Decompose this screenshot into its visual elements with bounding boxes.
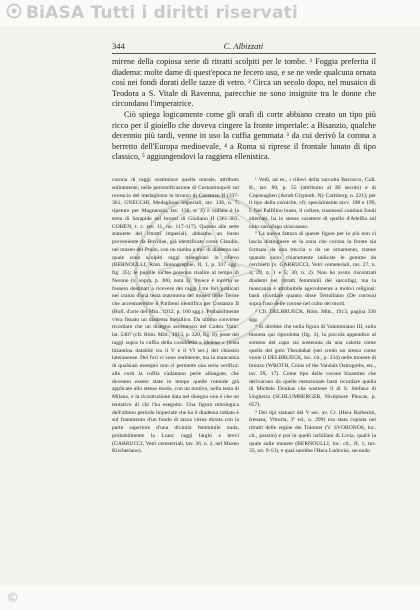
main-text	[112, 57, 376, 163]
left-column-text: corona di raggi sostituisce quella murale, attributo solitamente, nelle personificazione di Costantinopoli sul rovescio del medaglione in bronzo di Costanzo II (337-361, GNECCHI, Medaglioni imperiali, tav. 136, n. 7; ripetuto per Magnenzio, tav. 138, n. 4) e radiata è la testa di Serapide sui bronzi di Giuliano II (361-363, COHEN, t. c. tav. 11, nn. 117-117). Quanto alle sette statuette dei ritratti imperiali, abbiamo un busto proveniente da Bovillae, già identificato come Claudio, nel museo del Prado, con un nimbo a mo' di diadema sul quale sono scolpiti raggi triangolari in rilievo (BERNOULLI, Röm. Ikonographie, II, 1, p. 337 sgg., fig. 35); le pupille incise possono risalire al tempo di Nerone (v. sopra, p. 300, nota 3). Invece è incerto se fossero destinati a ricevere dei raggi i tre fori praticati nel cranio d'una testa marmorea del museo delle Terme che accentuerebbe il Paribeni identifica per Costanzo II (Boll. d'arte del Min., 1912, p. 166 sgg.). Probabilmente v'era fissato un diadema metallico. Da ultimo conviene ricordare che un disegno secentesco del Codex Vatic. lat. 5407 (cfr. Röm. Mitt., 1913, p. 320, fig. 6), pone dei raggi sopra la cuffia della cosiddetta « Helena » (testa bizantina databile tra il V e il VI sec.) del chiostro lateranense. Dei fori vi sono realmente, ma la mancanza di qualsiasi esempio non ci permette una seria verifica: alle corti la cuffia s'adattano perle allungate, che doveano essere state in tempo quelle rotonde già applicate allo stesso modo, con un motivo, nella testa di Milano, e la ricostruzione data nel disegno non è che un tentativo di chi l'ha eseguito. Una figura mitologica dell'ultimo periodo imperiale che ha il diadema radiato è sul frammento d'un fondo di tazza vitrea dorata con la parte superiore d'una divinità femminile nuda, probabilmente la Luna: raggi larghi e brevi (GARRUCCI, Vetri cemeteriali, tav. 36, n. 2, nel Museo Kircheriano).	[112, 177, 239, 455]
footnote-4: ⁴ Si direbbe che nella figura di Valentiniano III, sulla moneta qui riprodotta (fig. 3), la piccola appendice al sommo del capo sia sostenuta da una calotta come quella del goto Theodahat (nei credo un stesso come vuole il DELBRUECK, loc. cit., p. 334) nelle monete di bronzo (WROTH, Coins of the Vandals Ostrogoths, etc., tav. IX, 17). Come tipo delle corone bizantine che derivarono da quelle menzionate basti ricordare quella di Michele Doukas che sostiene il di S. Stefano di Ungheria (SCHLUMBERGER, Nicéphore Phocas, p. 657).	[249, 324, 376, 408]
footnote-column-left	[112, 177, 239, 456]
biasa-logo-icon	[6, 3, 22, 23]
footnote-column-right	[249, 177, 376, 456]
page-number: 344	[112, 41, 125, 51]
bottom-watermark-strip	[0, 586, 420, 610]
footnote-columns	[112, 177, 376, 456]
running-header	[112, 41, 376, 51]
paragraph-2: Ciò spiega logicamente come gli orafi di corte abbiano creato un tipo più ricco per il gioiello che doveva cingere la fronte imperiale: a Bisanzio, qualche decennio più tardi, venne in uso la cuffia gemmata ³ da cui derivò la corona a berretto dell'Europa medioevale, ⁴ a Roma si riprese il frontale lunato di tipo classico, ⁵ aggiungendovi la raggiera ellenistica.	[112, 109, 376, 162]
watermark-banner	[0, 0, 420, 26]
header-rule	[112, 53, 376, 54]
watermark-text: BiASA Tutti i diritti riservati	[26, 3, 298, 23]
copyright-mark: ©	[6, 591, 19, 606]
footnote-1: ¹ Vedi, ad es., i rilievi della raccolta Barracco, Coll. B., tav. 80, p. 55 (attribuito al III secolo) e di Copenaghen (Arndt Glyptotk. Ny Carlsberg, n. 221); per il tipo della corniche, cfr. specialmente tavv. 198 e 199, I. Nel Palfilino busto, il collare, trasmessi continui fondi alternati, ha lo stesso carattere di quello d'Adelfia sul noto sarcofago siracusano.	[249, 177, 376, 230]
footnote-5: ⁵ Dei tipi statuari del V sec. av. Cr. (Hera Barberini, Irenaea, Vittoria, 3ª ed., n. 299) era stata copiata nei ritratti delle regine dei Tolomei (V. SVORONOS, loc. cit., passim) e poi in quelli ischiliani di Livia, qual'è la quale sulle monete (BERNOULLI, loc. cit., II, 1, tav. 33, nn. 9-13), e qual sarebbe l'Hera Ludovisi, secondo	[249, 409, 376, 455]
footnote-2: ² La nuova fattura di queste figure per lo più non ci lascia distinguere se la zona che corona la fronte sia formata da una treccia o da un ornamento, tranne quando sono chiaramente indicate le gemme da cerchietti (v. GARRUCCI, Vetri cemeteriali, tav. 27, n. 3, 29, n. 1 e 5; 30, n. 2). Non ho avuto riscontrati diademi nei ritratti femminili dei sarcofagi, ma la mancanza è attribuibile agevolmente a motivi religiosi: basti ricordare quanto disse Tertulliano (De corona) sopra l'uso delle corone nel culto dei morti.	[249, 231, 376, 307]
footnote-3: ³ Cfr. DELBRUECK, Röm. Mitt., 1913, pagina 336 sgg.	[249, 308, 376, 323]
paragraph-1: mirene della copiosa serie di ritratti scolpiti per le tombe. ¹ Foggia preferita il diadema: molte dame di quest'epoca ne fecero uso, e se ne vede qualcuna ornata così nei fondi dorati delle tazze di vetro. ² Circa un secolo dopo, nel musaico di Teodora a S. Vitale di Ravenna, parecchie ne sono insignite tra le donne che circondano l'imperatrice.	[112, 57, 376, 109]
running-author: C. Albizzati	[223, 41, 264, 51]
